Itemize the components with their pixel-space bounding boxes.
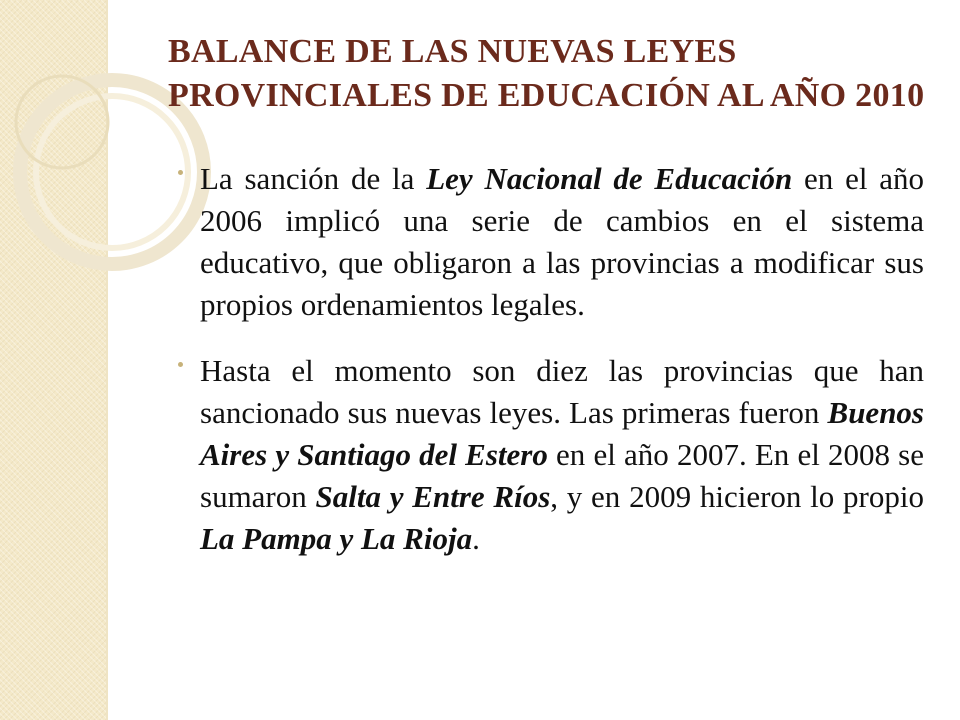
bullet-list	[176, 158, 924, 584]
bullet-text-2	[200, 350, 924, 560]
bullet-2-part-5: , y en 2009 hicieron lo propio	[550, 479, 924, 514]
bullet-2-part-2: Buenos Aires y Santiago del Estero	[200, 395, 924, 472]
bullet-dot-icon	[178, 170, 183, 175]
bullet-2-part-4: Salta y Entre Ríos	[315, 479, 551, 514]
bullet-item-1	[176, 158, 924, 326]
decorative-ring-inner	[36, 96, 188, 248]
bullet-text-1	[200, 158, 924, 326]
bullet-2-part-7: .	[472, 521, 480, 556]
bullet-2-part-6: La Pampa y La Rioja	[200, 521, 473, 556]
slide-title: BALANCE DE LAS NUEVAS LEYES PROVINCIALES DE EDUCACIÓN AL AÑO 2010	[168, 33, 925, 114]
bullet-1-part-3: en el año 2006 implicó una serie de cambios en el sistema educativo, que obligaron a las provincias a modificar sus propios ordenamientos legales.	[200, 161, 925, 322]
bullet-item-2	[176, 350, 924, 560]
bullet-dot-icon	[178, 362, 183, 367]
bullet-2-part-1: Hasta el momento son diez las provincias que han sancionado sus nuevas leyes. Las primeras fueron	[200, 353, 924, 430]
bullet-1-part-2: Ley Nacional de Educación	[426, 161, 793, 196]
bullet-2-part-3: en el año 2007. En el 2008 se sumaron	[200, 437, 924, 514]
bullet-1-part-1: La sanción de la	[200, 161, 427, 196]
